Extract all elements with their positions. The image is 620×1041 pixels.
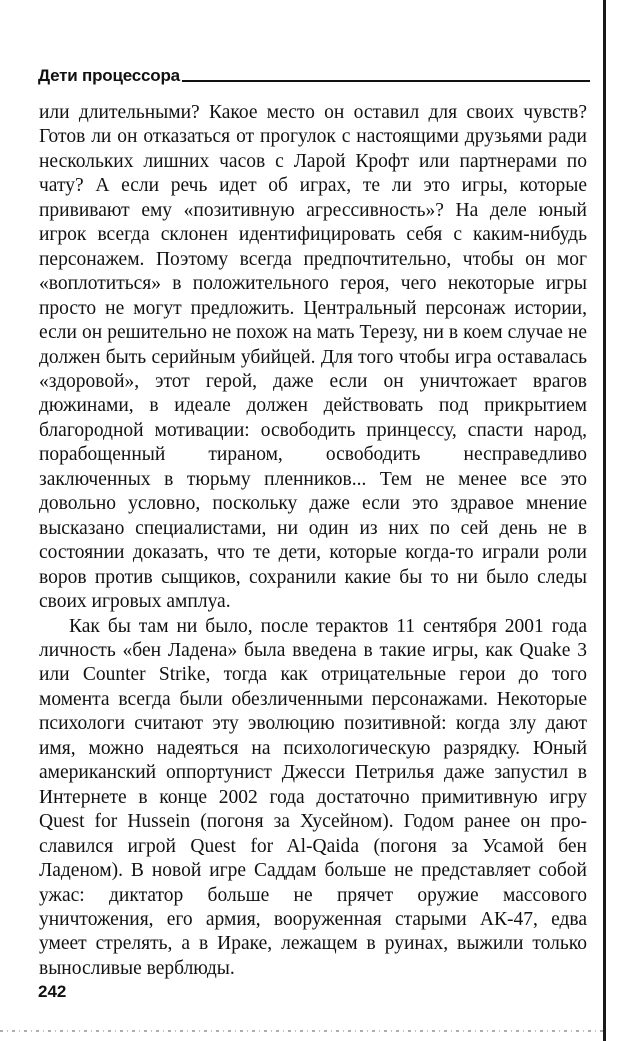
paragraph-2: Как бы там ни было, после терактов 11 сентября 2001 года личность «бен Ладена» была введена в такие игры, как Quake 3 или Counter Strike, тогда как отрицательные герои до того момента всегда были обезличенными персонажами. Некоторые психологи считают эту эволюцию позитивной: когда злу дают имя, можно надеяться на психологическую разрядку. Юный американский оппортунист Джесси Петрилья даже запустил в Интернете в конце 2002 года достаточно примитивную игру Quest for Hussein (погоня за Хусейном). Годом ранее он прославился игрой Quest for Al-Qaida (погоня за Усамой бен Ладеном). В новой игре Саддам больше не представляет собой ужас: диктатор больше не прячет оружие массового уничтожения, его армия, вооруженная старыми АК-47, едва умеет стрелять, а в Ираке, лежащем в руинах, выжили только выносливые верблюды. <box>39 615 587 979</box>
page-edge-line <box>603 0 606 1041</box>
page-number: 242 <box>38 982 67 1001</box>
scan-edge-noise <box>0 1030 603 1032</box>
paragraph-1: или длительными? Какое место он оставил для своих чувств? Готов ли он отказаться от прогулок с настоящими друзьями ради нескольких лишних часов с Ларой Крофт или партнерами по чату? А если речь идет об играх, те ли это игры, которые прививают ему «позитивную агрессивность»? На деле юный игрок всегда склонен идентифицировать себя с каким-нибудь персонажем. Поэтому всегда предпочтительно, чтобы он мог «воплотиться» в положительного героя, чего некоторые игры просто не могут предложить. Центральный персонаж истории, если он решительно не похож на мать Терезу, ни в коем случае не должен быть серийным убийцей. Для того чтобы игра оставалась «здоровой», этот герой, даже если он уничтожает врагов дюжинами, в идеале должен действовать под прикрытием благородной мотивации: освободить принцессу, спасти народ, порабощенный тираном, освободить несправедливо заключенных в тюрьму пленников... Тем не менее все это довольно условно, поскольку даже если это здравое мнение высказано специалистами, ни один из них по сей день не в состоянии доказать, что те дети, которые когда-то играли роли воров против сыщиков, сохранили какие бы то ни было следы своих игровых амплуа. <box>39 102 587 613</box>
running-title: Дети процессора <box>38 66 180 85</box>
header-rule <box>182 80 590 82</box>
running-header <box>38 62 590 84</box>
body-text <box>39 101 587 981</box>
